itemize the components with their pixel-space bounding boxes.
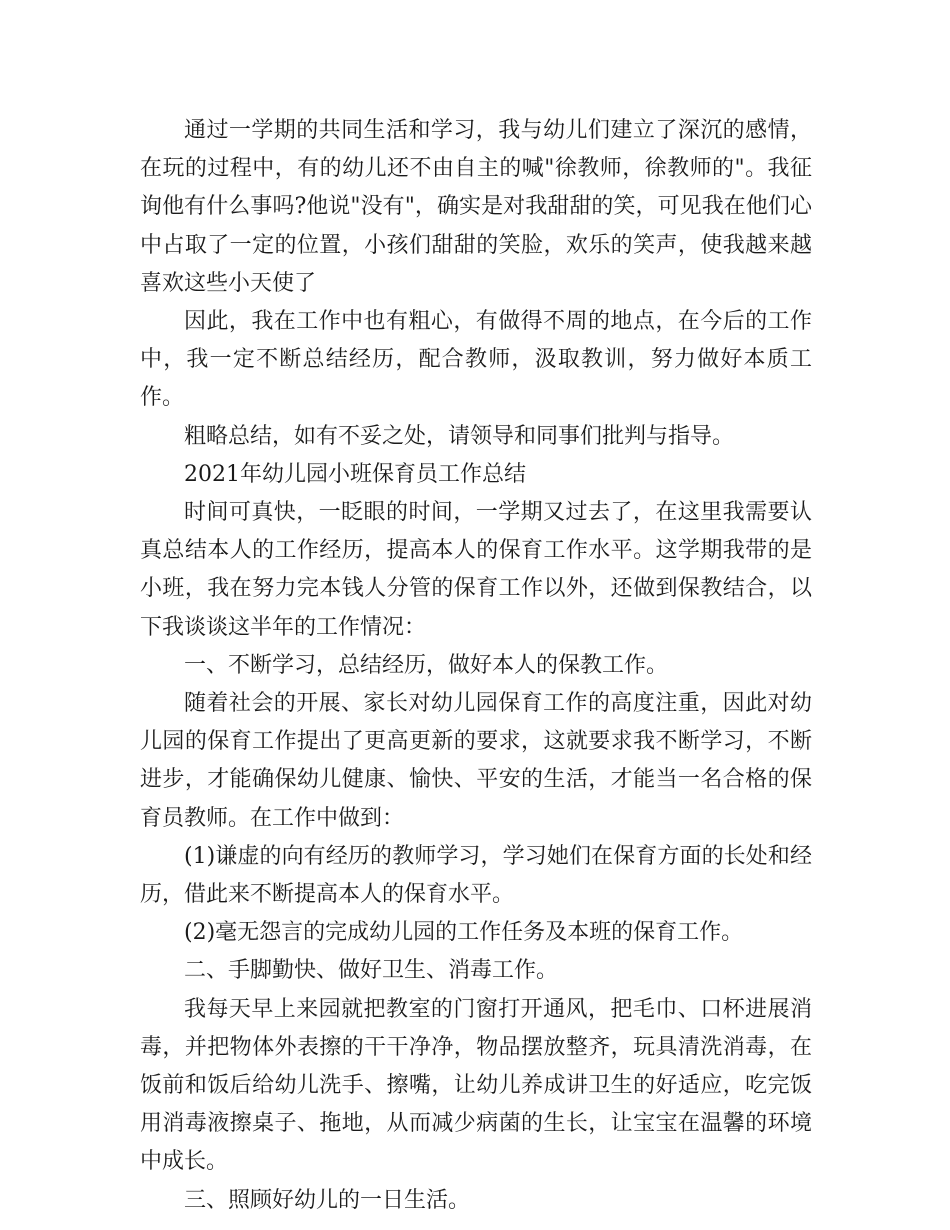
paragraph-hygiene: 我每天早上来园就把教室的门窗打开通风，把毛巾、口杯进展消毒，并把物体外表擦的干干净净，物品摆放整齐，玩具清洗消毒，在饭前和饭后给幼儿洗手、擦嘴，让幼儿养成讲卫生的好适应，吃完饭用消毒液擦桌子、拖地，从而减少病菌的生长，让宝宝在温馨的环境中成长。 (140, 996, 812, 1175)
paragraph-feelings: 通过一学期的共同生活和学习，我与幼儿们建立了深沉的感情，在玩的过程中，有的幼儿还不由自主的喊"徐教师，徐教师的"。我征询他有什么事吗?他说"没有"，确实是对我甜甜的笑，可见我在他们心中占取了一定的位置，小孩们甜甜的笑脸，欢乐的笑声，使我越来越喜欢这些小天使了 (140, 118, 812, 296)
heading-two: 二、手脚勤快、做好卫生、消毒工作。 (184, 958, 559, 984)
list-item-2: (2)毫无怨言的完成幼儿园的工作任务及本班的保育工作。 (184, 920, 744, 946)
paragraph-intro: 时间可真快，一眨眼的时间，一学期又过去了，在这里我需要认真总结本人的工作经历，提高本人的保育工作水平。这学期我带的是小班，我在努力完本钱人分管的保育工作以外，还做到保教结合，以下我谈谈这半年的工作情况： (140, 500, 812, 640)
heading-one: 一、不断学习，总结经历，做好本人的保教工作。 (184, 652, 669, 678)
heading-three: 三、照顾好幼儿的一日生活。 (184, 1187, 471, 1213)
paragraph-closing: 粗略总结，如有不妥之处，请领导和同事们批判与指导。 (184, 423, 735, 449)
section-title: 2021年幼儿园小班保育员工作总结 (184, 461, 526, 487)
paragraph-learning: 随着社会的开展、家长对幼儿园保育工作的高度注重，因此对幼儿园的保育工作提出了更高更新的要求，这就要求我不断学习，不断进步，才能确保幼儿健康、愉快、平安的生活，才能当一名合格的保育员教师。在工作中做到： (140, 691, 812, 831)
document-body (140, 112, 812, 1220)
paragraph-shortcomings: 因此，我在工作中也有粗心，有做得不周的地点，在今后的工作中，我一定不断总结经历，配合教师，汲取教训，努力做好本质工作。 (140, 309, 812, 411)
list-item-1: (1)谦虚的向有经历的教师学习，学习她们在保育方面的长处和经历，借此来不断提高本人的保育水平。 (140, 843, 812, 908)
